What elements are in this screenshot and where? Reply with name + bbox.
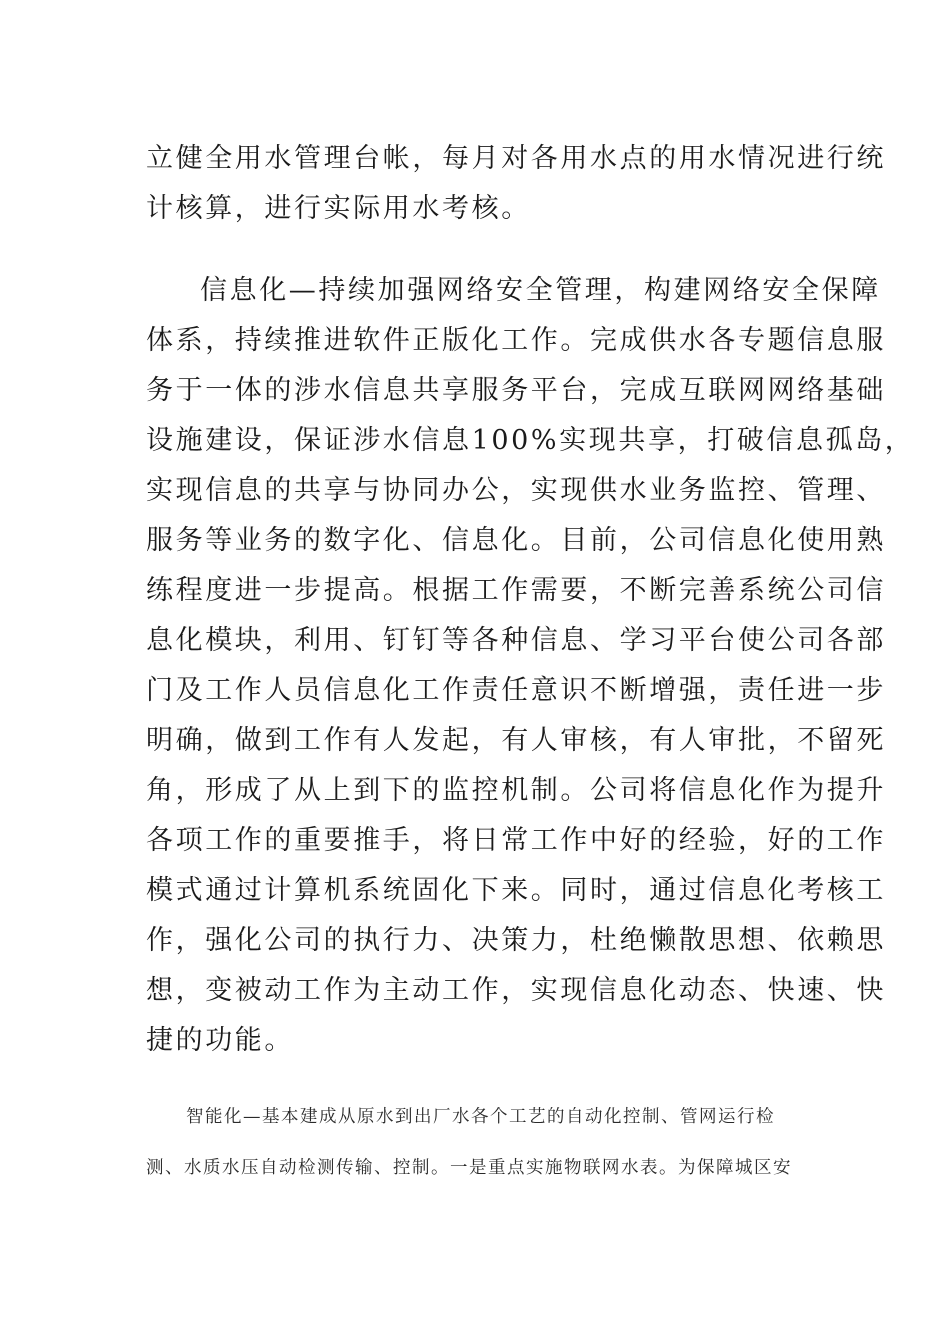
text-line: 体系，持续推进软件正版化工作。完成供水各专题信息服	[146, 325, 886, 356]
text-line: 立健全用水管理台帐，每月对各用水点的用水情况进行统	[146, 143, 886, 174]
text-line: 捷的功能。	[146, 1025, 294, 1056]
text-line: 各项工作的重要推手，将日常工作中好的经验，好的工作	[146, 825, 886, 856]
text-line: 设施建设，保证涉水信息100%实现共享，打破信息孤岛，	[146, 425, 915, 456]
text-line: 务于一体的涉水信息共享服务平台，完成互联网网络基础	[146, 375, 886, 406]
text-line: 模式通过计算机系统固化下来。同时，通过信息化考核工	[146, 875, 886, 906]
text-line: 门及工作人员信息化工作责任意识不断增强，责任进一步	[146, 675, 886, 706]
text-line: 服务等业务的数字化、信息化。目前，公司信息化使用熟	[146, 525, 886, 556]
text-line: 信息化—持续加强网络安全管理，构建网络安全保障	[200, 275, 881, 306]
text-line: 智能化—基本建成从原水到出厂水各个工艺的自动化控制、管网运行检	[186, 1107, 775, 1127]
text-line: 明确，做到工作有人发起，有人审核，有人审批，不留死	[146, 725, 886, 756]
text-line: 角，形成了从上到下的监控机制。公司将信息化作为提升	[146, 775, 886, 806]
text-line: 想，变被动工作为主动工作，实现信息化动态、快速、快	[146, 975, 886, 1006]
text-line: 息化模块，利用、钉钉等各种信息、学习平台使公司各部	[146, 625, 886, 656]
text-line: 测、水质水压自动检测传输、控制。一是重点实施物联网水表。为保障城区安	[146, 1158, 792, 1178]
text-line: 实现信息的共享与协同办公，实现供水业务监控、管理、	[146, 475, 886, 506]
text-line: 练程度进一步提高。根据工作需要，不断完善系统公司信	[146, 575, 886, 606]
text-line: 作，强化公司的执行力、决策力，杜绝懒散思想、依赖思	[146, 925, 886, 956]
text-line: 计核算，进行实际用水考核。	[146, 193, 531, 224]
